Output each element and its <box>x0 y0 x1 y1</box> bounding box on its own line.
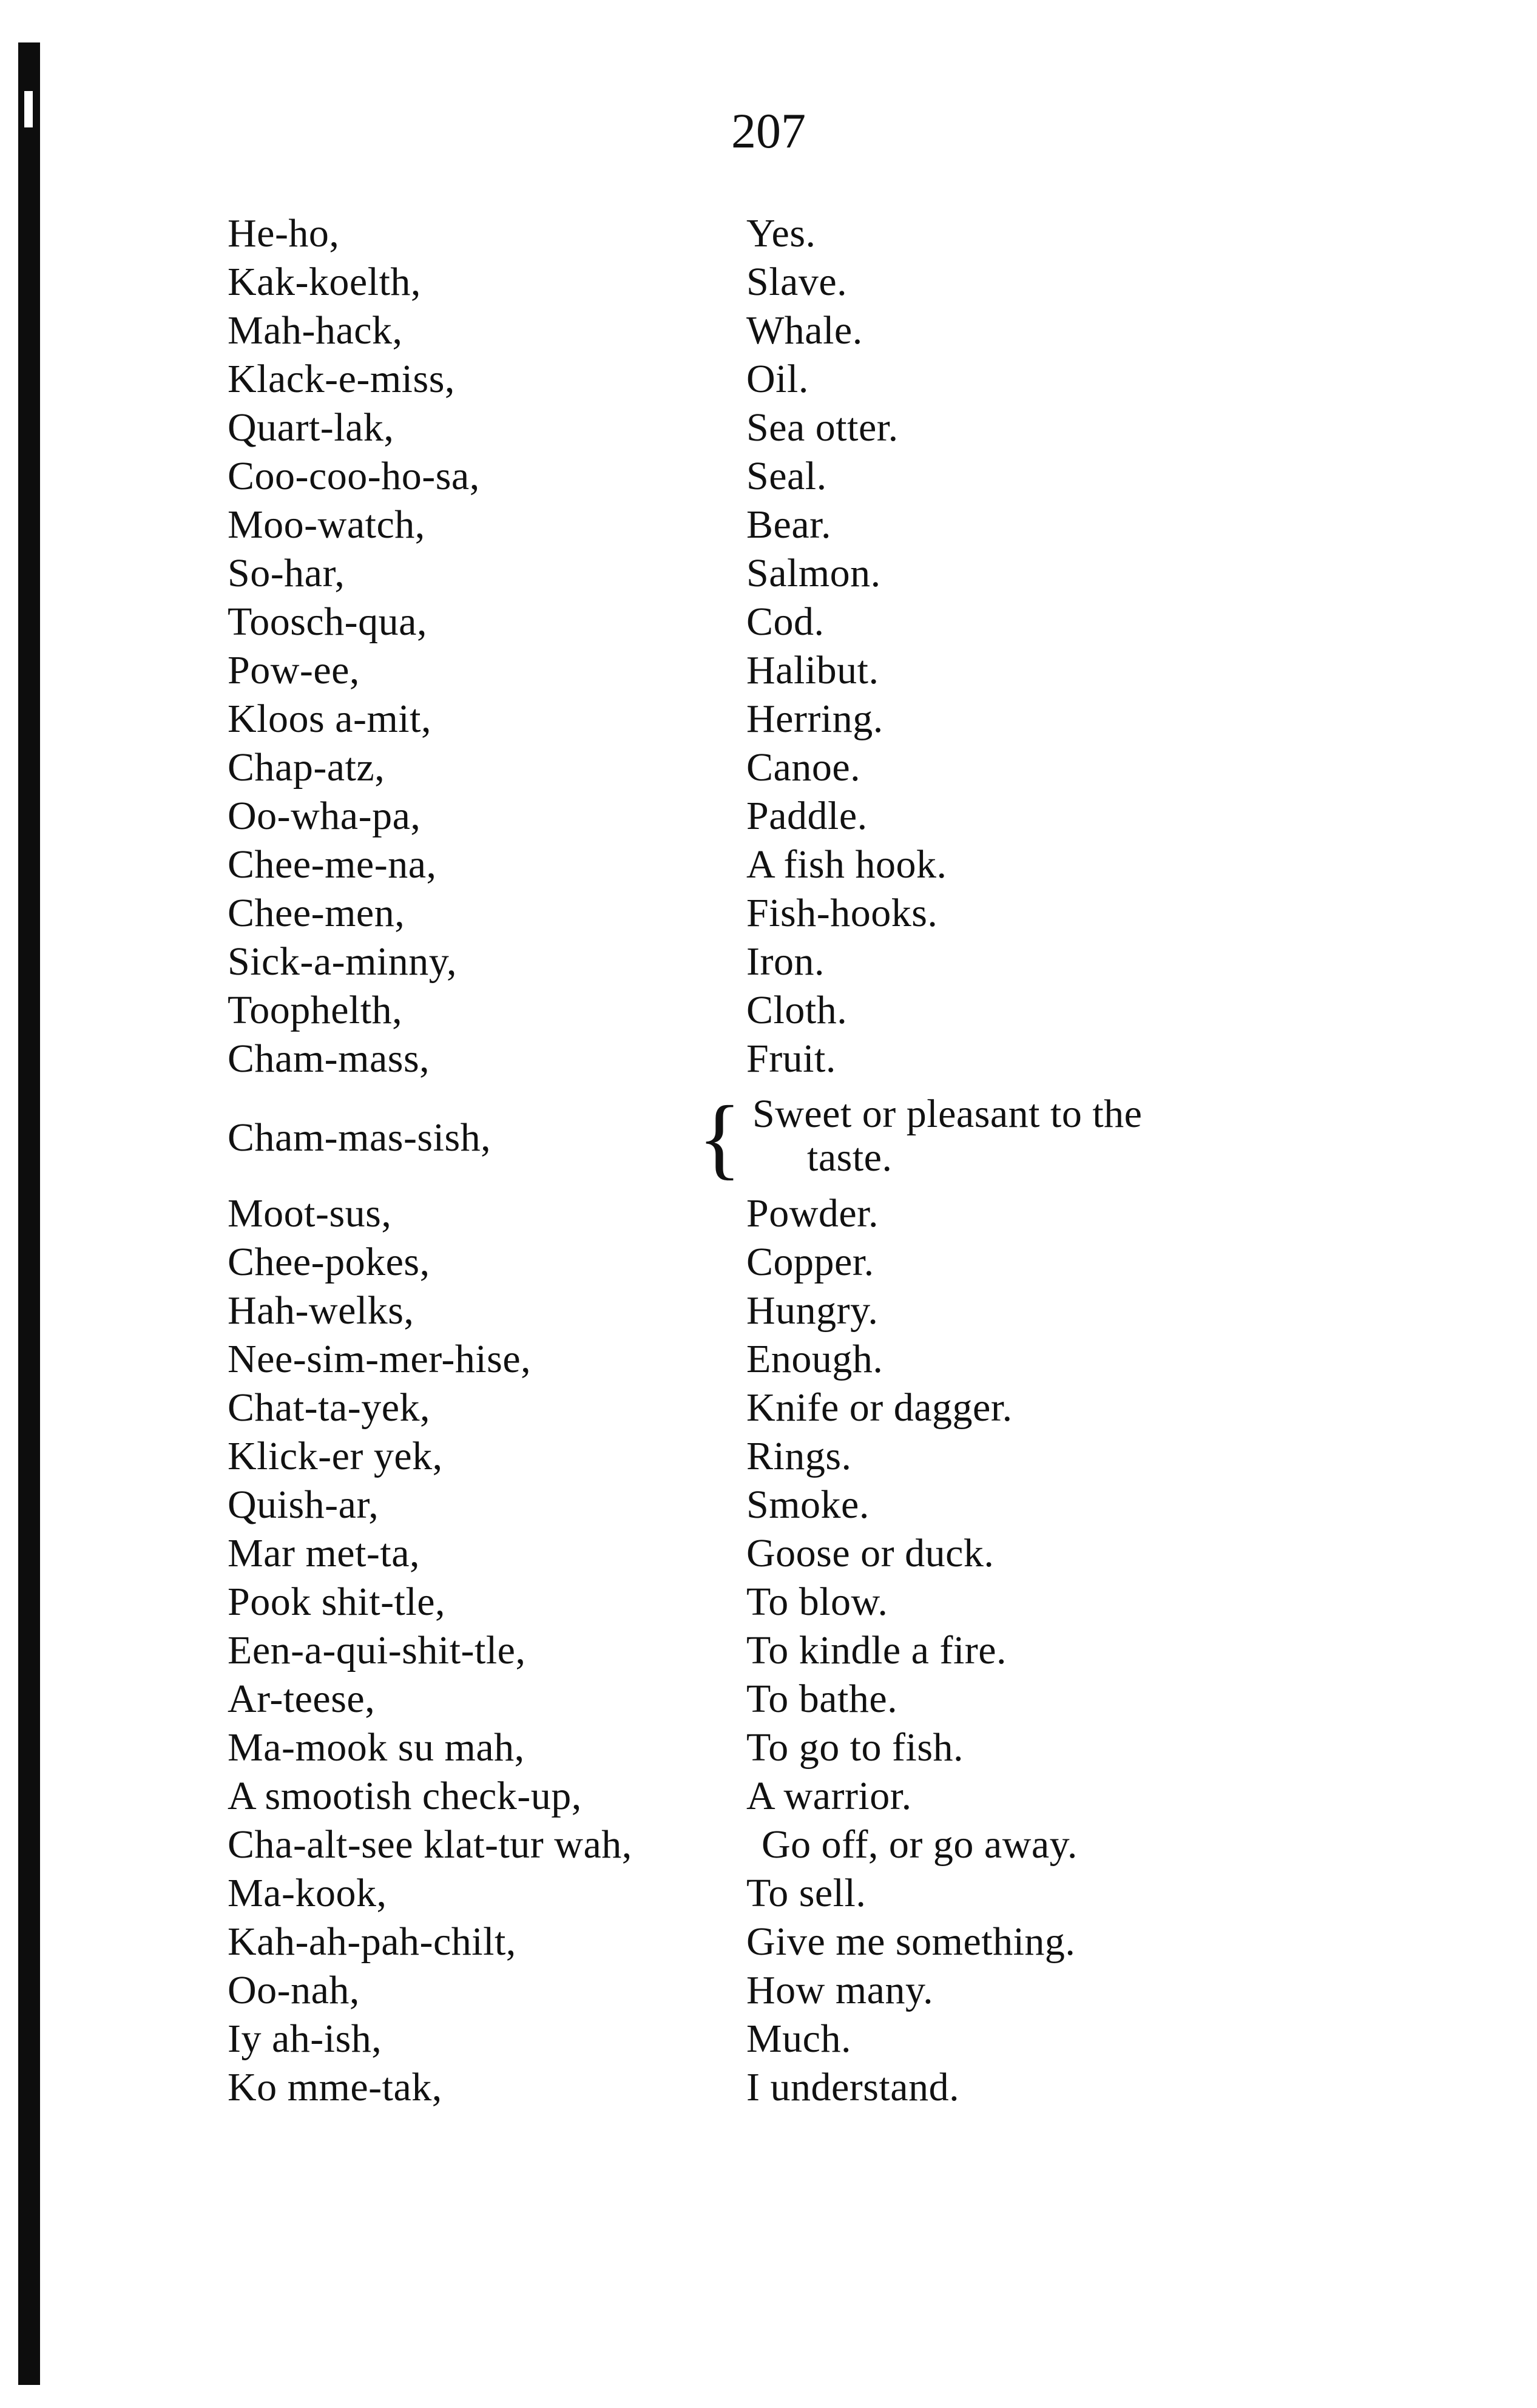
list-item <box>0 1772 1537 1821</box>
list-item <box>0 743 1537 792</box>
list-item <box>0 1481 1537 1529</box>
term: Kloos a-mit, <box>228 697 431 741</box>
meaning: Enough. <box>746 1337 883 1381</box>
term: Mah-hack, <box>228 308 403 353</box>
meaning: Sea otter. <box>746 405 899 450</box>
meaning: How many. <box>746 1968 934 2012</box>
list-item <box>0 1529 1537 1578</box>
meaning: Yes. <box>746 211 816 255</box>
list-item <box>0 1384 1537 1432</box>
meaning: Fish-hooks. <box>746 891 938 935</box>
list-item <box>0 2063 1537 2112</box>
term: Chee-men, <box>228 891 405 935</box>
list-item <box>0 1723 1537 1772</box>
meaning: To go to fish. <box>746 1725 964 1770</box>
meaning: Copper. <box>746 1240 874 1284</box>
list-item <box>0 1869 1537 1918</box>
term: Kah-ah-pah-chilt, <box>228 1919 516 1964</box>
meaning: Salmon. <box>746 551 881 595</box>
list-item <box>0 258 1537 306</box>
term: Iy ah-ish, <box>228 2017 382 2061</box>
list-item <box>0 1238 1537 1287</box>
meaning: To blow. <box>746 1580 888 1624</box>
meaning: Bear. <box>746 502 831 547</box>
term: Kak-koelth, <box>228 260 421 304</box>
term: Ko mme-tak, <box>228 2065 442 2109</box>
term: Cham-mas-sish, <box>228 1115 492 1160</box>
term: A smootish check-up, <box>228 1774 582 1818</box>
list-item <box>0 1335 1537 1384</box>
term: Moot-sus, <box>228 1191 392 1236</box>
list-item <box>0 792 1537 840</box>
meaning: Seal. <box>746 454 827 498</box>
term: Oo-wha-pa, <box>228 794 421 838</box>
term: Chat-ta-yek, <box>228 1385 431 1430</box>
page-number: 207 <box>731 103 806 158</box>
list-item <box>0 1189 1537 1238</box>
list-item <box>0 938 1537 986</box>
list-item <box>0 1432 1537 1481</box>
meaning: Go off, or go away. <box>762 1822 1078 1867</box>
term: Pow-ee, <box>228 648 360 692</box>
term: Toosch-qua, <box>228 600 427 644</box>
list-item <box>0 549 1537 598</box>
list-item <box>0 452 1537 501</box>
meaning: A warrior. <box>746 1774 912 1818</box>
meaning: Iron. <box>746 939 825 984</box>
meaning: Powder. <box>746 1191 879 1236</box>
term: Chee-me-na, <box>228 842 437 887</box>
term: Sick-a-minny, <box>228 939 457 984</box>
term: So-har, <box>228 551 345 595</box>
meaning: I understand. <box>746 2065 960 2109</box>
term: Cha-alt-see klat-tur wah, <box>228 1822 632 1867</box>
term: Klick-er yek, <box>228 1434 443 1478</box>
list-item <box>0 404 1537 452</box>
meaning: Give me something. <box>746 1919 1076 1964</box>
term: Klack-e-miss, <box>228 357 455 401</box>
term: He-ho, <box>228 211 340 255</box>
meaning: To sell. <box>746 1871 866 1915</box>
meaning: Hungry. <box>746 1288 879 1333</box>
term: Nee-sim-mer-hise, <box>228 1337 532 1381</box>
list-item <box>0 2015 1537 2063</box>
meaning-line: Sweet or pleasant to the <box>752 1092 1143 1136</box>
list-item <box>0 1821 1537 1869</box>
term: Cham-mass, <box>228 1037 430 1081</box>
meaning: Canoe. <box>746 745 861 790</box>
term: Coo-coo-ho-sa, <box>228 454 480 498</box>
list-item <box>0 209 1537 258</box>
brace-mark: { <box>698 1087 741 1188</box>
list-item <box>0 646 1537 695</box>
meaning: Whale. <box>746 308 863 353</box>
term: Toophelth, <box>228 988 403 1032</box>
meaning: Smoke. <box>746 1483 870 1527</box>
term: Ar-teese, <box>228 1677 376 1721</box>
meaning: Halibut. <box>746 648 879 692</box>
meaning: To kindle a fire. <box>746 1628 1007 1672</box>
meaning: Rings. <box>746 1434 852 1478</box>
list-item <box>0 598 1537 646</box>
term: Moo-watch, <box>228 502 425 547</box>
list-item <box>0 1287 1537 1335</box>
meaning: Goose or duck. <box>746 1531 995 1575</box>
list-item <box>0 355 1537 404</box>
list-item <box>0 501 1537 549</box>
list-item <box>0 986 1537 1035</box>
meaning-line-continued: taste. <box>807 1135 893 1180</box>
term: Quart-lak, <box>228 405 394 450</box>
term: Chee-pokes, <box>228 1240 430 1284</box>
meaning: A fish hook. <box>746 842 947 887</box>
term: Mar met-ta, <box>228 1531 421 1575</box>
term: Hah-welks, <box>228 1288 414 1333</box>
term: Ma-kook, <box>228 1871 387 1915</box>
meaning: Much. <box>746 2017 851 2061</box>
list-item <box>0 1087 1537 1188</box>
meaning: Herring. <box>746 697 883 741</box>
list-item <box>0 1918 1537 1966</box>
meaning: Oil. <box>746 357 809 401</box>
list-item <box>0 1626 1537 1675</box>
meaning: Slave. <box>746 260 848 304</box>
list-item <box>0 1966 1537 2015</box>
meaning <box>752 1092 1142 1180</box>
meaning: Fruit. <box>746 1037 836 1081</box>
term: Pook shit-tle, <box>228 1580 446 1624</box>
meaning: Paddle. <box>746 794 868 838</box>
term: Oo-nah, <box>228 1968 360 2012</box>
meaning: Cod. <box>746 600 825 644</box>
term: Ma-mook su mah, <box>228 1725 525 1770</box>
list-item <box>0 1578 1537 1626</box>
term: Quish-ar, <box>228 1483 379 1527</box>
list-item <box>0 1035 1537 1083</box>
list-item <box>0 889 1537 938</box>
term: Chap-atz, <box>228 745 385 790</box>
meaning: Cloth. <box>746 988 848 1032</box>
list-item <box>0 1675 1537 1723</box>
meaning: Knife or dagger. <box>746 1385 1013 1430</box>
term: Een-a-qui-shit-tle, <box>228 1628 526 1672</box>
list-item <box>0 695 1537 743</box>
meaning: To bathe. <box>746 1677 898 1721</box>
list-item <box>0 306 1537 355</box>
list-item <box>0 840 1537 889</box>
